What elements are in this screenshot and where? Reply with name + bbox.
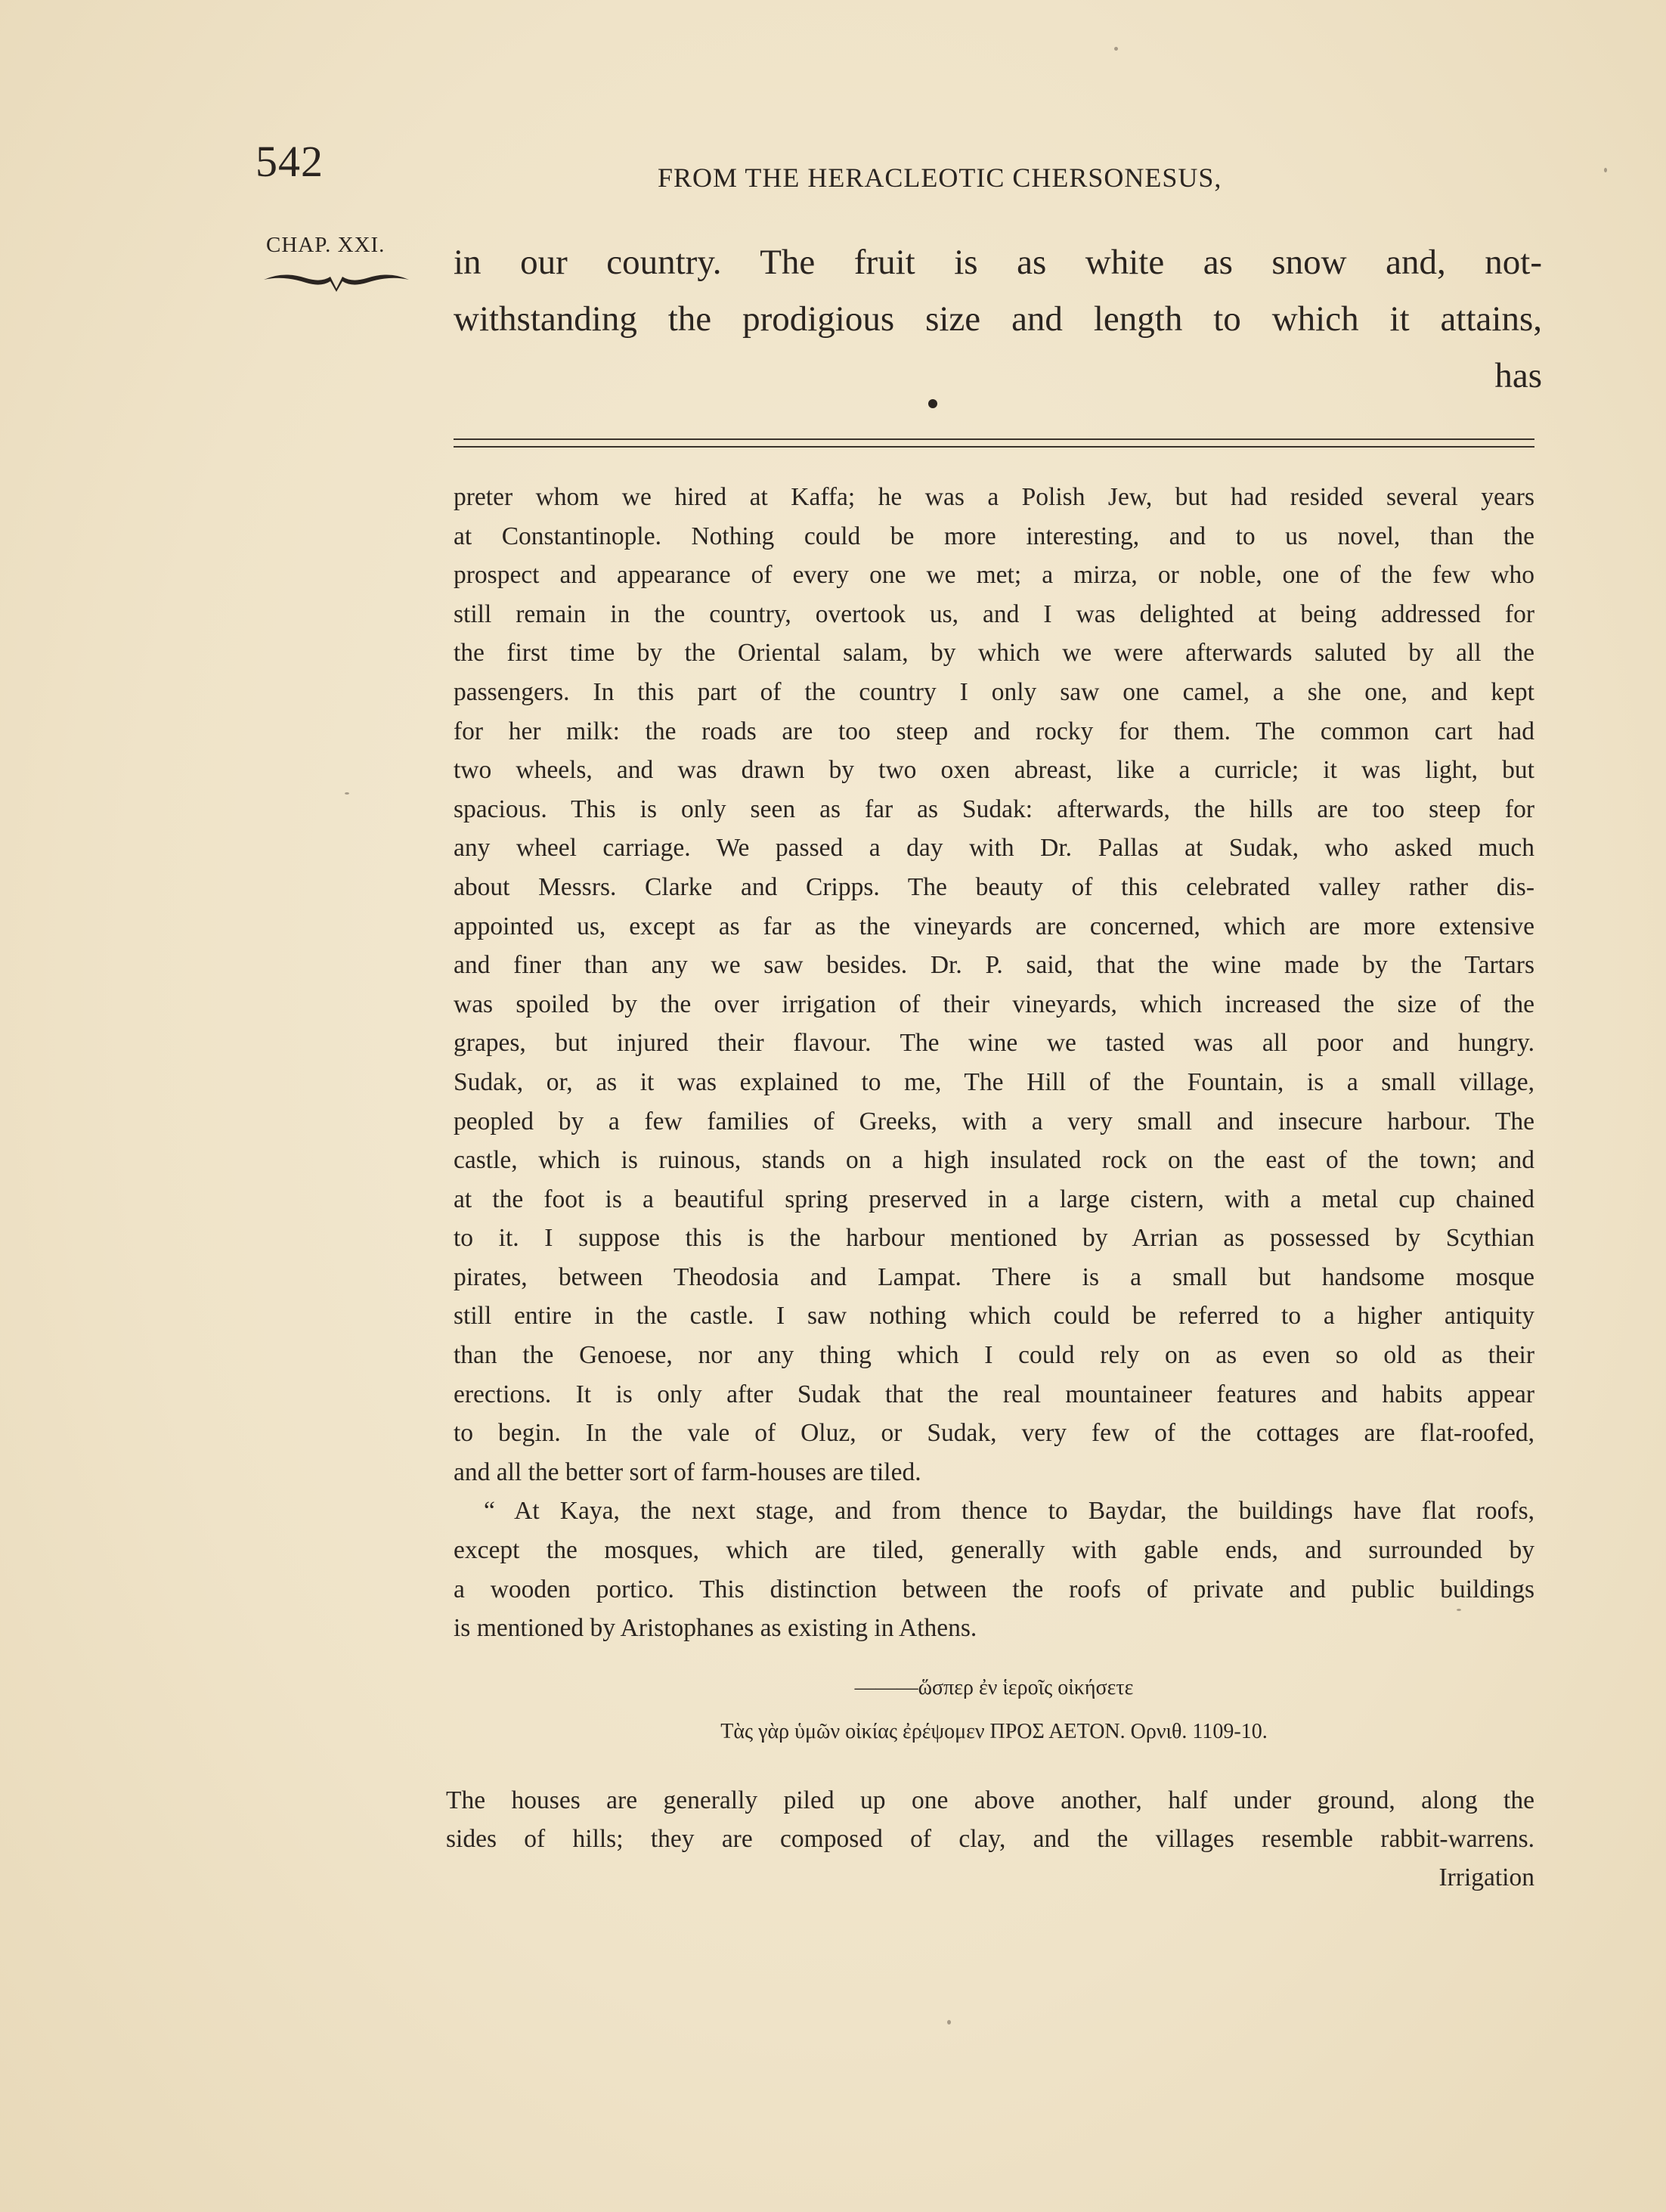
- main-text-line: withstanding the prodigious size and length to which it attains,: [454, 299, 1542, 339]
- footnote-rule-top: [454, 438, 1534, 440]
- footnote-line: any wheel carriage. We passed a day with Dr. Pallas at Sudak, who asked much: [454, 834, 1534, 863]
- footnote-line: appointed us, except as far as the vineyards are concerned, which are more extensive: [454, 912, 1534, 940]
- footnote-line: to begin. In the vale of Oluz, or Sudak, very few of the cottages are flat-roofed,: [454, 1419, 1534, 1448]
- footnote-line: except the mosques, which are tiled, generally with gable ends, and surrounded by: [454, 1536, 1534, 1565]
- footnote-line: spacious. This is only seen as far as Sudak: afterwards, the hills are too steep for: [454, 795, 1534, 823]
- footnote-line: for her milk: the roads are too steep and rocky for them. The common cart had: [454, 717, 1534, 745]
- footnote-line: still remain in the country, overtook us, and I was delighted at being addressed for: [454, 599, 1534, 628]
- footnote-line: “ At Kaya, the next stage, and from thence to Baydar, the buildings have flat roofs,: [484, 1497, 1534, 1526]
- paper-speck: [1457, 1609, 1461, 1611]
- footnote-line: is mentioned by Aristophanes as existing in Athens.: [454, 1614, 977, 1643]
- footnote-line: erections. It is only after Sudak that the real mountaineer features and habits appear: [454, 1380, 1534, 1408]
- footnote-line: was spoiled by the over irrigation of their vineyards, which increased the size of the: [454, 990, 1534, 1018]
- footnote-line: Sudak, or, as it was explained to me, The Hill of the Fountain, is a small village,: [454, 1067, 1534, 1096]
- printer-dot-mark: [928, 399, 937, 408]
- greek-quote-line: ———ὥσπερ ἐν ἱεροῖς οἰκήσετε: [854, 1676, 1134, 1699]
- footnote-rule-bottom: [454, 446, 1534, 448]
- greek-quote-line: Τὰς γὰρ ὑμῶν οἰκίας ἐρέψομεν ΠΡΟΣ ΑΕΤΟΝ. Ορνιθ. 1109-10.: [720, 1720, 1268, 1743]
- footnote-line: grapes, but injured their flavour. The wine we tasted was all poor and hungry.: [454, 1029, 1534, 1058]
- footnote-line: to it. I suppose this is the harbour mentioned by Arrian as possessed by Scythian: [454, 1224, 1534, 1253]
- footnote-line: The houses are generally piled up one above another, half under ground, along the: [446, 1786, 1534, 1814]
- paper-speck: [947, 2020, 951, 2025]
- page-number: 542: [255, 137, 324, 186]
- paper-speck: [345, 792, 349, 795]
- footnote-line: passengers. In this part of the country I only saw one camel, a she one, and kept: [454, 677, 1534, 706]
- footnote-line: at the foot is a beautiful spring preserved in a large cistern, with a metal cup chained: [454, 1185, 1534, 1213]
- footnote-line: sides of hills; they are composed of clay, and the villages resemble rabbit-warrens.: [446, 1825, 1534, 1853]
- chapter-flourish-ornament: [261, 266, 412, 293]
- footnote-line: still entire in the castle. I saw nothing which could be referred to a higher antiquity: [454, 1302, 1534, 1331]
- paper-speck: [1114, 47, 1118, 51]
- main-body-text: [454, 234, 1542, 404]
- main-text-line: in our country. The fruit is as white as snow and, not-: [454, 243, 1542, 282]
- footnote-line: the first time by the Oriental salam, by which we were afterwards saluted by all the: [454, 639, 1534, 668]
- footnote-line: two wheels, and was drawn by two oxen abreast, like a curricle; it was light, but: [454, 756, 1534, 785]
- footnote-catchword: Irrigation: [1438, 1863, 1534, 1891]
- footnote-line: and all the better sort of farm-houses are tiled.: [454, 1458, 921, 1486]
- footnote-line: castle, which is ruinous, stands on a high insulated rock on the east of the town; and: [454, 1146, 1534, 1175]
- paper-speck: [1604, 168, 1607, 172]
- footnote-line: and finer than any we saw besides. Dr. P. said, that the wine made by the Tartars: [454, 951, 1534, 980]
- footnote-continuation: [446, 1781, 1534, 1897]
- chapter-label: CHAP. XXI.: [266, 233, 386, 257]
- greek-quotation: [454, 1666, 1534, 1754]
- footnote-line: preter whom we hired at Kaffa; he was a Polish Jew, but had resided several years: [454, 483, 1534, 511]
- footnote-line: at Constantinople. Nothing could be more interesting, and to us novel, than the: [454, 522, 1534, 550]
- footnote-line: pirates, between Theodosia and Lampat. There is a small but handsome mosque: [454, 1262, 1534, 1291]
- footnote-line: about Messrs. Clarke and Cripps. The beauty of this celebrated valley rather dis-: [454, 872, 1534, 901]
- running-head: FROM THE HERACLEOTIC CHERSONESUS,: [658, 163, 1222, 193]
- footnote-line: than the Genoese, nor any thing which I could rely on as even so old as their: [454, 1341, 1534, 1370]
- footnote-line: prospect and appearance of every one we met; a mirza, or noble, one of the few who: [454, 561, 1534, 590]
- footnote-line: a wooden portico. This distinction between the roofs of private and public buildings: [454, 1575, 1534, 1603]
- footnote-text: [454, 478, 1534, 1648]
- footnote-line: peopled by a few families of Greeks, with a very small and insecure harbour. The: [454, 1107, 1534, 1135]
- main-text-catchword: has: [1494, 356, 1542, 395]
